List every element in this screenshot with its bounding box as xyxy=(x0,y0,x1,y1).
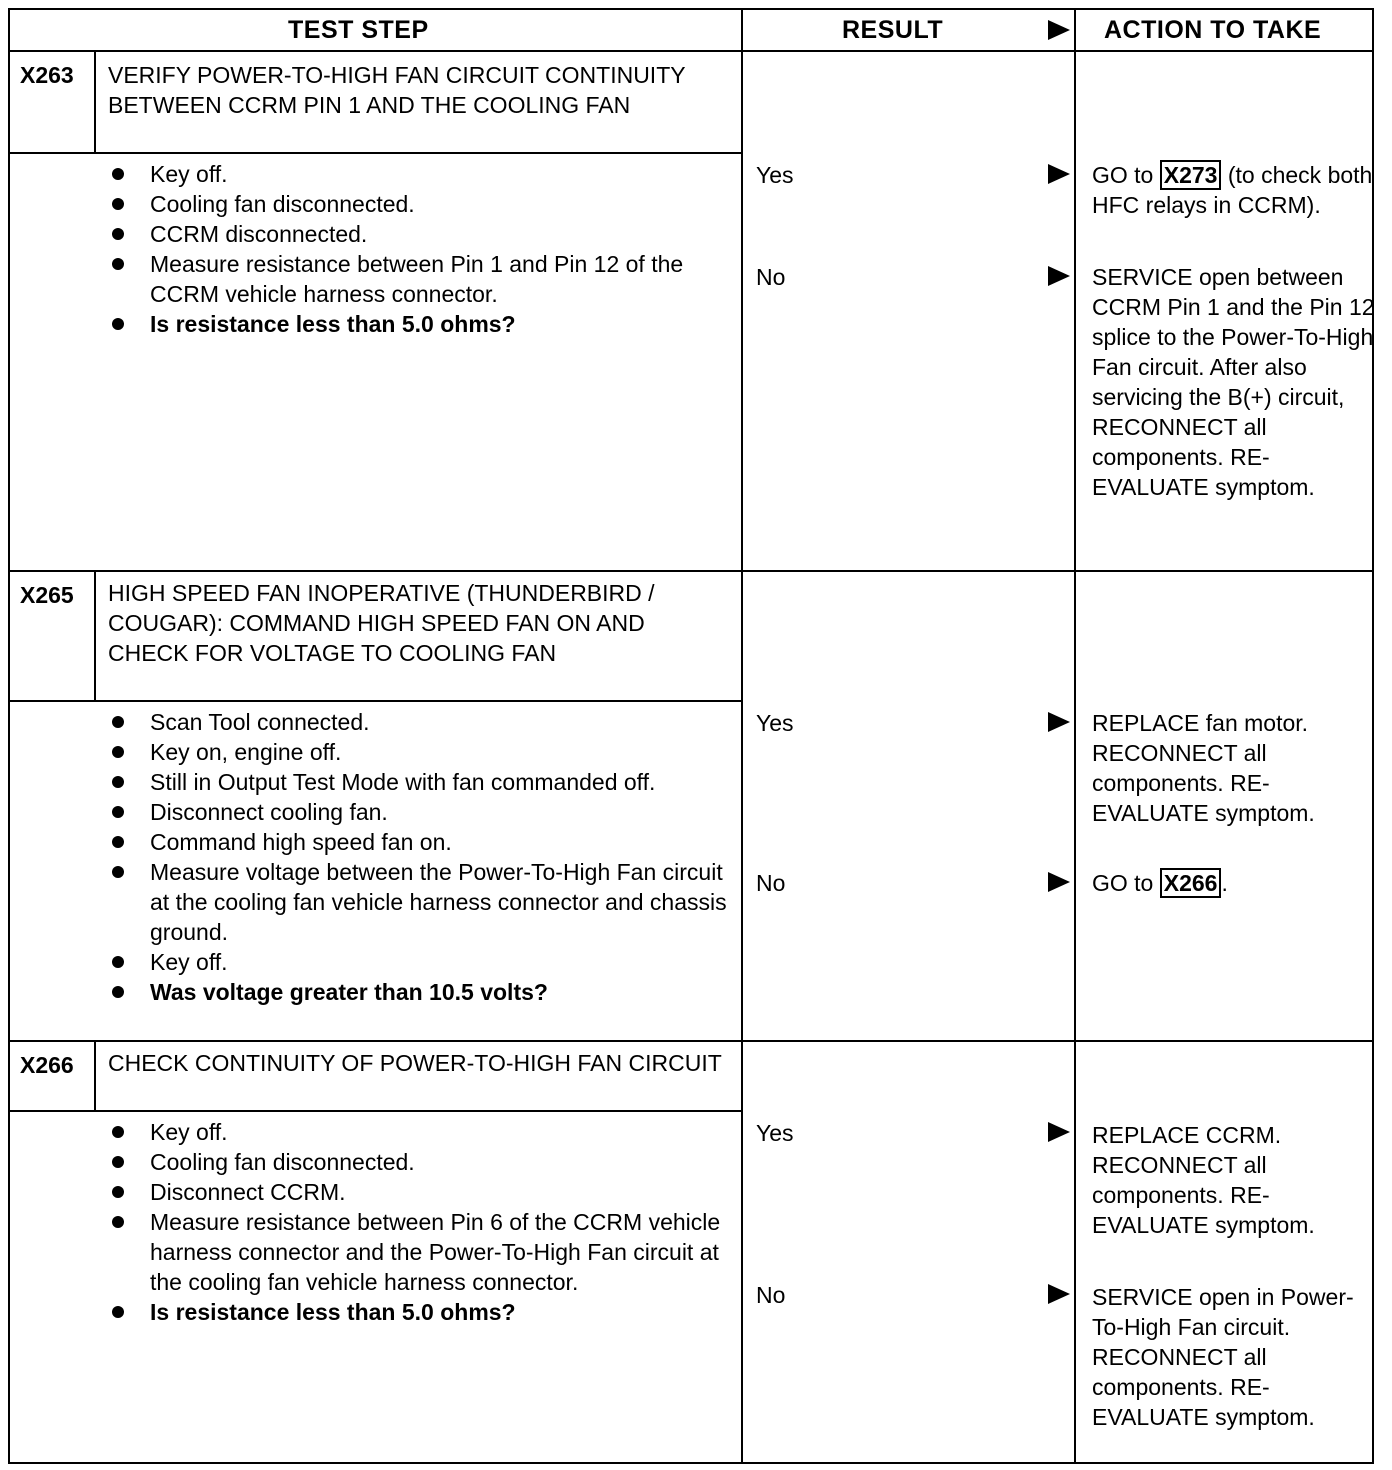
result-no: No xyxy=(756,264,786,290)
procedure-question: Is resistance less than 5.0 ohms? xyxy=(106,309,746,339)
step-divider xyxy=(10,570,1372,572)
step-title-divider xyxy=(10,700,741,702)
procedure-item: Disconnect CCRM. xyxy=(106,1177,746,1207)
step-procedure xyxy=(106,707,746,1007)
step-procedure xyxy=(106,159,746,339)
step-reference-link[interactable]: X273 xyxy=(1160,160,1222,190)
result-arrow-icon xyxy=(1048,872,1070,892)
step-title: VERIFY POWER-TO-HIGH FAN CIRCUIT CONTINUITY BETWEEN CCRM PIN 1 AND THE COOLING FAN xyxy=(108,62,686,118)
action-no: SERVICE open in Power-To-High Fan circuit. RECONNECT all components. RE-EVALUATE symptom. xyxy=(1092,1284,1354,1430)
action-no: GO to X266 . xyxy=(1092,870,1228,896)
step-id-divider xyxy=(94,1040,96,1110)
header-arrow-icon xyxy=(1048,20,1070,40)
action-no: SERVICE open between CCRM Pin 1 and the Pin 12 splice to the Power-To-High Fan circuit. After also servicing the B(+) circuit, RECONNECT all components. RE-EVALUATE symptom. xyxy=(1092,264,1375,500)
step-id-divider xyxy=(94,50,96,152)
action-yes: REPLACE CCRM. RECONNECT all components. RE-EVALUATE symptom. xyxy=(1092,1122,1315,1238)
result-arrow-icon xyxy=(1048,1284,1070,1304)
procedure-item: Command high speed fan on. xyxy=(106,827,746,857)
step-id: X266 xyxy=(20,1052,74,1078)
step-reference-link[interactable]: X266 xyxy=(1160,868,1222,898)
procedure-item: Key off. xyxy=(106,947,746,977)
procedure-item: Key off. xyxy=(106,159,746,189)
result-arrow-icon xyxy=(1048,712,1070,732)
procedure-item: Key off. xyxy=(106,1117,746,1147)
result-arrow-icon xyxy=(1048,266,1070,286)
step-title: HIGH SPEED FAN INOPERATIVE (THUNDERBIRD / COUGAR): COMMAND HIGH SPEED FAN ON AND CHECK FOR VOLTAGE TO COOLING FAN xyxy=(108,580,655,666)
procedure-item: Key on, engine off. xyxy=(106,737,746,767)
header-divider xyxy=(10,50,1372,52)
result-yes: Yes xyxy=(756,1120,794,1146)
result-arrow-icon xyxy=(1048,1122,1070,1142)
procedure-item: Cooling fan disconnected. xyxy=(106,1147,746,1177)
header-result: RESULT xyxy=(842,16,944,44)
step-id-divider xyxy=(94,570,96,700)
result-arrow-icon xyxy=(1048,164,1070,184)
header-test-step: TEST STEP xyxy=(288,16,429,44)
col-divider-action xyxy=(1074,10,1076,1462)
step-title-divider xyxy=(10,152,741,154)
procedure-item: Still in Output Test Mode with fan commanded off. xyxy=(106,767,746,797)
header-action: ACTION TO TAKE xyxy=(1104,16,1322,44)
action-yes: GO to X273 (to check both HFC relays in CCRM). xyxy=(1092,162,1373,218)
procedure-item: Measure voltage between the Power-To-High Fan circuit at the cooling fan vehicle harness connector and chassis ground. xyxy=(106,857,746,947)
procedure-question: Was voltage greater than 10.5 volts? xyxy=(106,977,746,1007)
result-no: No xyxy=(756,870,786,896)
step-divider xyxy=(10,1040,1372,1042)
procedure-item: Measure resistance between Pin 1 and Pin 12 of the CCRM vehicle harness connector. xyxy=(106,249,746,309)
procedure-question: Is resistance less than 5.0 ohms? xyxy=(106,1297,746,1327)
step-id: X263 xyxy=(20,62,74,88)
step-title-divider xyxy=(10,1110,741,1112)
step-procedure xyxy=(106,1117,746,1327)
step-id: X265 xyxy=(20,582,74,608)
procedure-item: Disconnect cooling fan. xyxy=(106,797,746,827)
result-yes: Yes xyxy=(756,162,794,188)
procedure-item: Measure resistance between Pin 6 of the CCRM vehicle harness connector and the Power-To-High Fan circuit at the cooling fan vehicle harness connector. xyxy=(106,1207,746,1297)
step-title: CHECK CONTINUITY OF POWER-TO-HIGH FAN CIRCUIT xyxy=(108,1050,722,1076)
result-yes: Yes xyxy=(756,710,794,736)
result-no: No xyxy=(756,1282,786,1308)
procedure-item: Scan Tool connected. xyxy=(106,707,746,737)
action-yes: REPLACE fan motor. RECONNECT all components. RE-EVALUATE symptom. xyxy=(1092,710,1315,826)
procedure-item: CCRM disconnected. xyxy=(106,219,746,249)
diagnostic-table xyxy=(8,8,1374,1464)
procedure-item: Cooling fan disconnected. xyxy=(106,189,746,219)
